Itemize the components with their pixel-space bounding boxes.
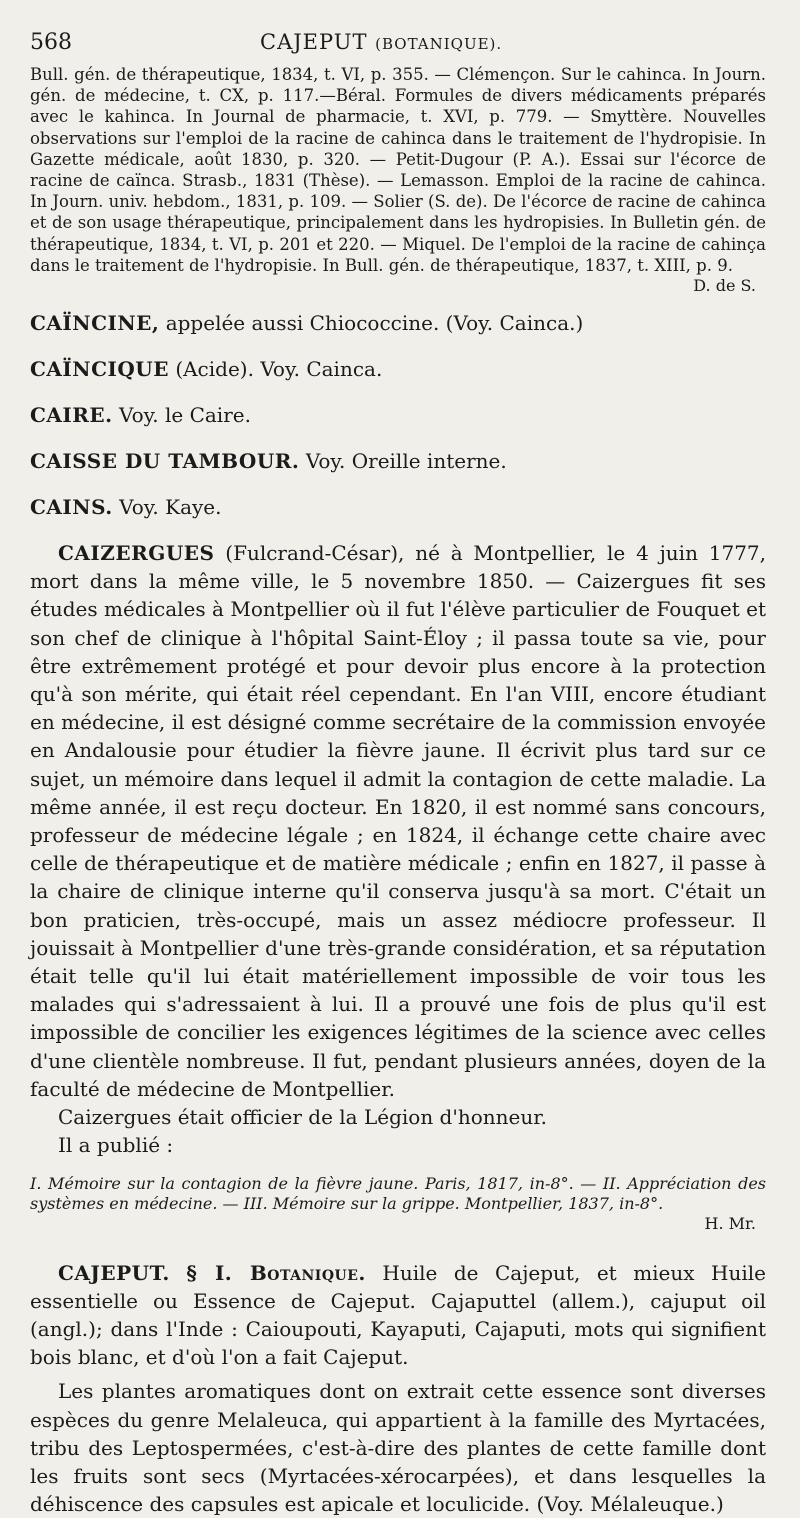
caizergues-paragraph-1 xyxy=(30,539,766,1103)
cajeput-text: Huile de Cajeput, et mieux Huile essentielle ou Essence de Cajeput. Cajaputtel (allem.), cajuput oil (angl.); dans l'Inde : Caioupouti, Kayaputi, Cajaputi, mots qui signifient bois blanc, et d'où l'on a fait Cajeput. xyxy=(30,1261,766,1370)
entry-caire xyxy=(30,401,766,429)
entry-text: appelée aussi Chiococcine. (Voy. Cainca.) xyxy=(166,311,584,335)
bibliography-paragraph: Bull. gén. de thérapeutique, 1834, t. VI, p. 355. — Clémençon. Sur le cahinca. In Journ. gén. de médecine, t. CX, p. 117.—Béral. Formules de divers médicaments préparés avec le kahinca. In Journal de pharmacie, t. XVI, p. 779. — Smyttère. Nouvelles observations sur l'emploi de la racine de cahinca dans le traitement de l'hydropisie. In Gazette médicale, août 1830, p. 320. — Petit-Dugour (P. A.). Essai sur l'écorce de racine de caïnca. Strasb., 1831 (Thèse). — Lemasson. Emploi de la racine de cahinca. In Journ. univ. hebdom., 1831, p. 109. — Solier (S. de). De l'écorce de racine de cahinca et de son usage thérapeutique, principalement dans les hydropisies. In Bulletin gén. de thérapeutique, 1834, t. VI, p. 201 et 220. — Miquel. De l'emploi de la racine de cahinça dans le traitement de l'hydropisie. In Bull. gén. de thérapeutique, 1837, t. XIII, p. 9. xyxy=(30,64,766,276)
cajeput-paragraph-1 xyxy=(30,1259,766,1372)
entry-text: Voy. le Caire. xyxy=(119,403,251,427)
entry-cains xyxy=(30,493,766,521)
entry-caisse-du-tambour xyxy=(30,447,766,475)
entry-cajeput xyxy=(30,1259,766,1518)
entry-caizergues xyxy=(30,539,766,1232)
entry-caincine xyxy=(30,309,766,337)
headword: CAIRE. xyxy=(30,403,113,427)
entry-text: Voy. Kaye. xyxy=(119,495,221,519)
running-title-section: (BOTANIQUE). xyxy=(375,35,502,53)
entry-text: Voy. Oreille interne. xyxy=(306,449,507,473)
caizergues-signature: H. Mr. xyxy=(30,1214,766,1233)
bibliography-signature: D. de S. xyxy=(30,276,766,295)
entry-caincique xyxy=(30,355,766,383)
headword: CAINS. xyxy=(30,495,113,519)
headword: CAJEPUT. xyxy=(58,1261,170,1285)
running-head xyxy=(30,30,766,64)
headword: CAISSE DU TAMBOUR. xyxy=(30,449,299,473)
page-number: 568 xyxy=(30,30,260,55)
caizergues-paragraph-2: Caizergues était officier de la Légion d'honneur. xyxy=(30,1103,766,1131)
section-label: § I. Botanique. xyxy=(186,1261,366,1285)
caizergues-works: I. Mémoire sur la contagion de la fièvre jaune. Paris, 1817, in-8°. — II. Appréciation des systèmes en médecine. — III. Mémoire sur la grippe. Montpellier, 1837, in-8°. xyxy=(30,1174,766,1214)
headword: CAIZERGUES xyxy=(58,541,214,565)
short-entries xyxy=(30,309,766,521)
entry-text: (Acide). Voy. Cainca. xyxy=(175,357,382,381)
caizergues-text: (Fulcrand-César), né à Montpellier, le 4 juin 1777, mort dans la même ville, le 5 novembre 1850. — Caizergues fit ses études médicales à Montpellier où il fut l'élève particulier de Fouquet et son chef de clinique à l'hôpital Saint-Éloy ; il passa toute sa vie, pour être extrêmement protégé et pour devoir plus encore à la protection qu'à son mérite, qui était réel cependant. En l'an VIII, encore étudiant en médecine, il est désigné comme secrétaire de la commission envoyée en Andalousie pour étudier la fièvre jaune. Il écrivit plus tard sur ce sujet, un mémoire dans lequel il admit la contagion de cette maladie. La même année, il est reçu docteur. En 1820, il est nommé sans concours, professeur de médecine légale ; en 1824, il échange cette chaire avec celle de thérapeutique et de matière médicale ; enfin en 1827, il passe à la chaire de clinique interne qu'il conserva jusqu'à sa mort. C'était un bon praticien, très-occupé, mais un assez médiocre professeur. Il jouissait à Montpellier d'une très-grande considération, et sa réputation était telle qu'il lui était matériellement impossible de voir tous les malades qui s'adressaient à lui. Il a prouvé une fois de plus qu'il est impossible de concilier les exigences légitimes de la science avec celles d'une clientèle nombreuse. Il fut, pendant plusieurs années, doyen de la faculté de médecine de Montpellier. xyxy=(30,541,766,1101)
running-title-word: CAJEPUT xyxy=(260,30,367,54)
headword: CAÏNCIQUE xyxy=(30,357,169,381)
headword: CAÏNCINE, xyxy=(30,311,159,335)
running-title xyxy=(260,30,502,54)
caizergues-paragraph-3: Il a publié : xyxy=(30,1131,766,1159)
cajeput-paragraph-2: Les plantes aromatiques dont on extrait cette essence sont diverses espèces du genre Melaleuca, qui appartient à la famille des Myrtacées, tribu des Leptospermées, c'est-à-dire des plantes de cette famille dont les fruits sont secs (Myrtacées-xérocarpées), et dans lesquelles la déhiscence des capsules est apicale et loculicide. (Voy. Mélaleuque.) xyxy=(30,1377,766,1518)
